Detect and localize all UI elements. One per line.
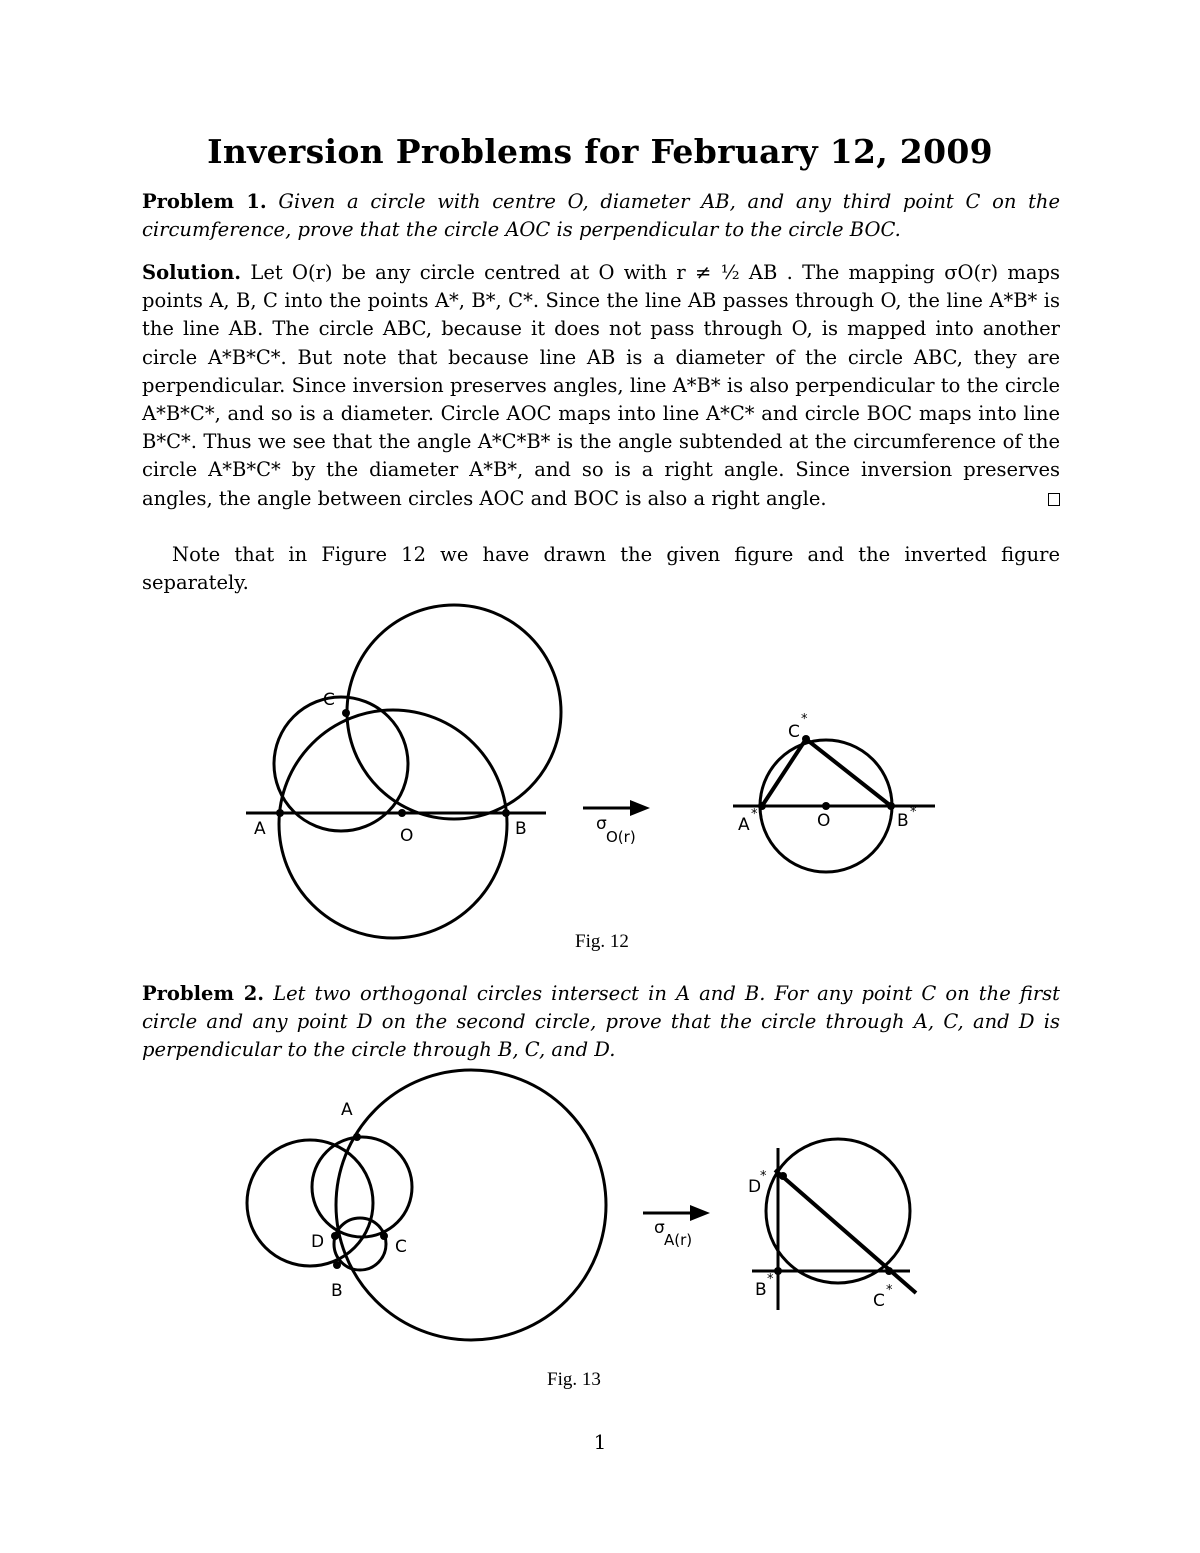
fig13-left: [247, 1070, 606, 1340]
solution-text: Let O(r) be any circle centred at O with r ≠ ½ AB . The mapping σO(r) maps points A, B, C into the points A*, B*, C*. Since the line AB passes through O, the line A*B* is the line AB. The circle ABC, because it does not pass through O, is mapped into another circle A*B*C*. But note that because line AB is a diameter of the circle ABC, they are perpendicular. Since inversion preserves angles, line A*B* is also perpendicular to the circle A*B*C*, and so is a diameter. Circle AOC maps into line A*C* and circle BOC maps into line B*C*. Thus we see that the angle A*C*B* is the angle subtended at the circumference of the circle A*B*C* by the diameter A*B*, and so is a right angle. Since inversion preserves angles, the angle between circles AOC and BOC is also a right angle.: [142, 261, 1060, 510]
point-b-fig13: [333, 1261, 341, 1269]
point-a-fig13: [353, 1133, 361, 1141]
label-b-star: B: [897, 811, 909, 831]
label-b-star-fig13: B: [755, 1280, 767, 1300]
label-d-star-mark: *: [760, 1169, 767, 1184]
problem-2: [142, 980, 1060, 1065]
point-o-right: [822, 802, 830, 810]
fig12-right-points: [758, 735, 895, 810]
point-c-star-fig13: [885, 1267, 893, 1275]
label-c: C: [323, 690, 335, 710]
label-a-star: A: [738, 815, 750, 835]
problem-1-label: Problem 1.: [142, 190, 267, 213]
label-c-fig13: C: [395, 1237, 407, 1257]
label-b-fig13: B: [331, 1281, 343, 1301]
solution-label: Solution.: [142, 261, 242, 284]
label-o: O: [400, 826, 414, 846]
label-d-fig13: D: [311, 1232, 325, 1252]
sigma-symbol: σ: [596, 814, 607, 834]
point-c-fig13: [380, 1232, 388, 1240]
circle-second-large: [336, 1070, 606, 1340]
label-c-star-mark-fig13: *: [886, 1283, 893, 1298]
problem-1-statement: Given a circle with centre O, diameter AB, and any third point C on the circumference, prove that the circle AOC is perpendicular to the circle BOC.: [142, 190, 1061, 242]
point-c-star: [802, 735, 810, 743]
fig12-caption: Fig. 12: [575, 931, 629, 952]
page-title: Inversion Problems for February 12, 2009: [207, 132, 993, 171]
point-b-star: [887, 802, 895, 810]
fig13-left-points: [331, 1133, 388, 1269]
circle-aoc: [274, 697, 408, 831]
problem-2-label: Problem 2.: [142, 982, 265, 1005]
label-b-star-mark-fig13: *: [767, 1272, 774, 1287]
label-o-right: O: [817, 811, 831, 831]
label-b-star-mark: *: [910, 805, 917, 820]
point-d-fig13: [331, 1232, 339, 1240]
point-b: [502, 809, 510, 817]
label-c-star: C: [788, 722, 800, 742]
point-d-star: [779, 1172, 787, 1180]
label-b: B: [515, 819, 527, 839]
circle-first-left: [247, 1140, 373, 1266]
point-c: [342, 709, 350, 717]
problem-2-statement: Let two orthogonal circles intersect in A and B. For any point C on the first circle and any point D on the second circle, prove that the circle through A, C, and D is perpendicular to the circle through B, C, and D.: [142, 982, 1061, 1062]
label-c-star-fig13: C: [873, 1291, 885, 1311]
line-d-star-c-star: [775, 1170, 916, 1293]
fig12-left: [246, 605, 561, 938]
label-a-fig13: A: [341, 1100, 353, 1120]
point-a: [276, 809, 284, 817]
label-a: A: [254, 819, 266, 839]
circle-inverted: [766, 1139, 910, 1283]
sigma-symbol-fig13: σ: [654, 1218, 665, 1238]
point-o: [398, 809, 406, 817]
circle-acd: [312, 1137, 412, 1237]
chords-c-star: [762, 739, 891, 806]
fig13-caption: Fig. 13: [547, 1369, 601, 1390]
fig12-mapping-arrow-icon: [583, 800, 650, 816]
point-a-star: [758, 802, 766, 810]
sigma-subscript-fig13: A(r): [664, 1231, 693, 1249]
sigma-subscript: O(r): [606, 828, 636, 846]
point-b-star-fig13: [774, 1267, 782, 1275]
label-a-star-mark: *: [751, 807, 758, 822]
label-c-star-mark: *: [801, 712, 808, 727]
page-number: 1: [593, 1430, 607, 1454]
solution-note: Note that in Figure 12 we have drawn the given figure and the inverted figure separately.: [142, 543, 1060, 595]
label-d-star: D: [748, 1177, 762, 1197]
